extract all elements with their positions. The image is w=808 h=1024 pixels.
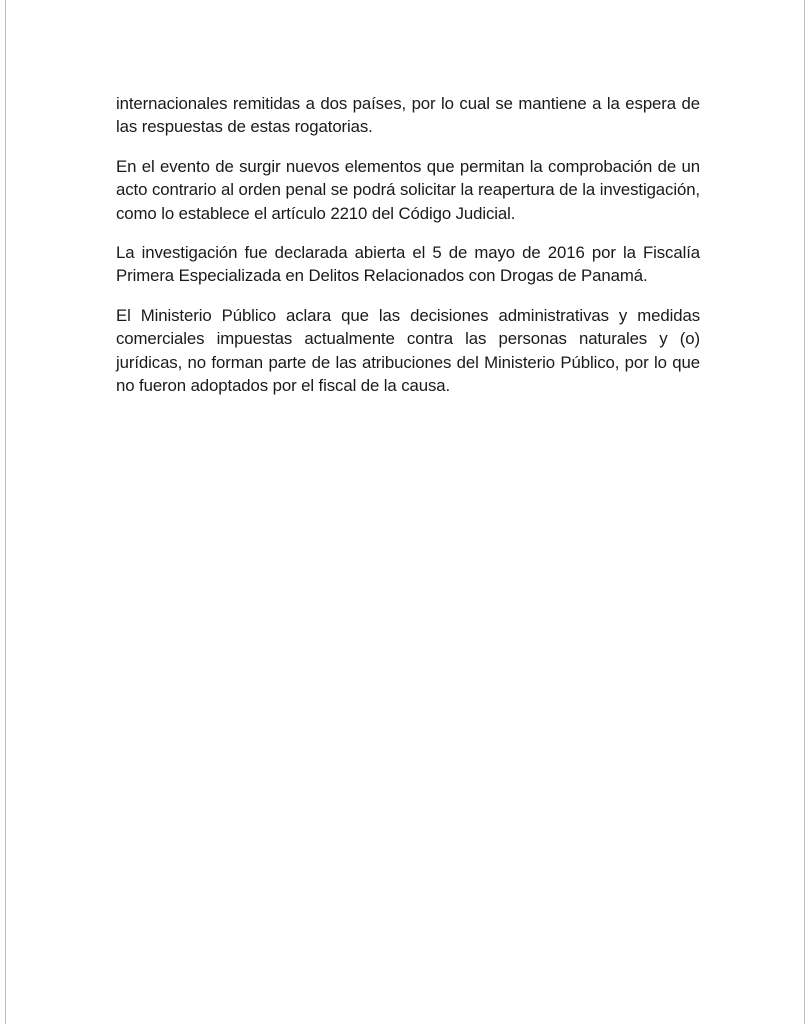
paragraph-investigation-opened: La investigación fue declarada abierta el 5 de mayo de 2016 por la Fiscalía Primera Especializada en Delitos Relacionados con Drogas de Panamá. xyxy=(116,243,700,286)
paragraph-reopening: En el evento de surgir nuevos elementos que permitan la comprobación de un acto contrario al orden penal se podrá solicitar la reapertura de la investigación, como lo establece el artículo 2210 del Código Judicial. xyxy=(116,156,700,223)
document-page xyxy=(5,0,805,1024)
paragraph-ministry-clarification: El Ministerio Público aclara que las decisiones administrativas y medidas comerciales impuestas actualmente contra las personas naturales y (o) jurídicas, no forman parte de las atribuciones del Ministerio Público, por lo que no fueron adoptados por el fiscal de la causa. xyxy=(116,305,700,396)
paragraph-pending-requests: internacionales remitidas a dos países, por lo cual se mantiene a la espera de las respuestas de estas rogatorias. xyxy=(116,94,700,137)
document-body xyxy=(116,92,700,413)
